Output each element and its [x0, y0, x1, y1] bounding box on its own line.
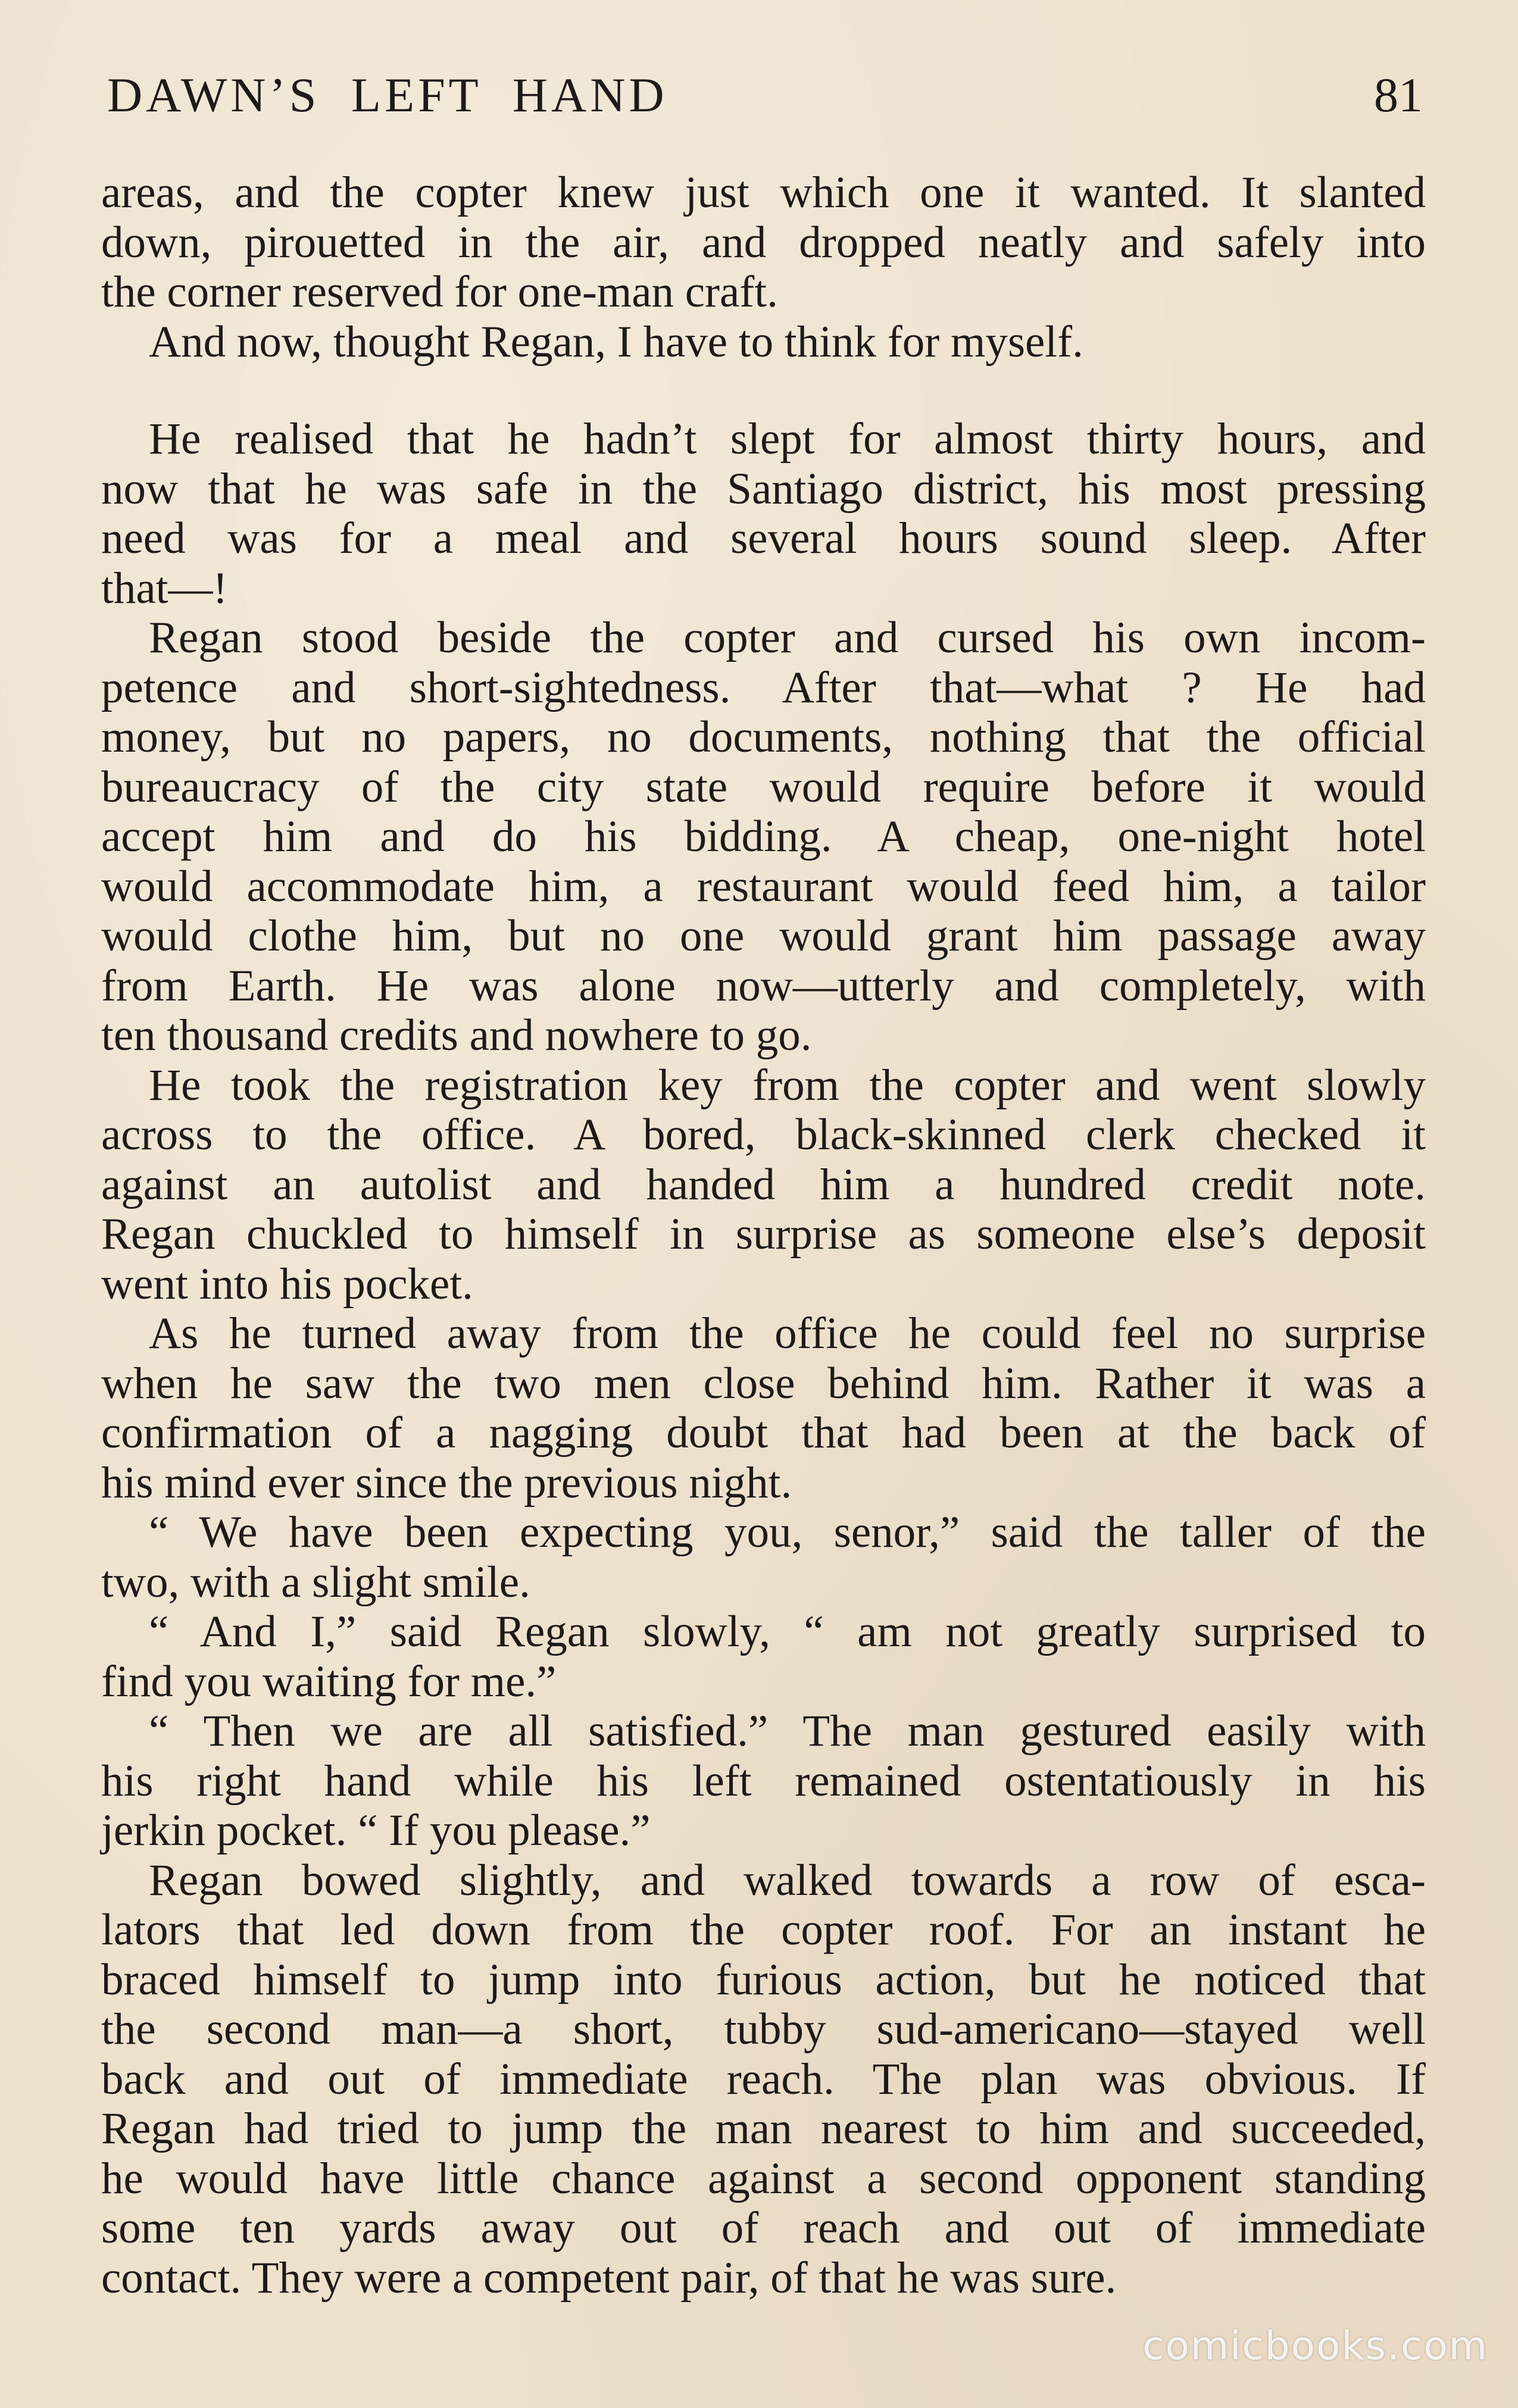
text-line: He realised that he hadn’t slept for almost thirty hours, and	[149, 414, 1426, 464]
text-line: would accommodate him, a restaurant would feed him, a tailor	[101, 861, 1426, 911]
body-text	[101, 168, 1426, 2303]
text-line: braced himself to jump into furious action, but he noticed that	[101, 1954, 1426, 2004]
text-line: confirmation of a nagging doubt that had been at the back of	[101, 1408, 1426, 1458]
text-line: back and out of immediate reach. The plan was obvious. If	[101, 2054, 1426, 2104]
text-line: ten thousand credits and nowhere to go.	[101, 1011, 812, 1060]
text-line: his mind ever since the previous night.	[101, 1458, 792, 1508]
text-line: contact. They were a competent pair, of that he was sure.	[101, 2253, 1117, 2303]
text-line: And now, thought Regan, I have to think for myself.	[149, 317, 1083, 367]
text-line: As he turned away from the office he could feel no surprise	[149, 1309, 1426, 1358]
text-line: two, with a slight smile.	[101, 1557, 530, 1607]
text-line: areas, and the copter knew just which one it wanted. It slanted	[101, 168, 1426, 217]
text-line: the second man—a short, tubby sud-americano—stayed well	[101, 2004, 1426, 2054]
text-line: Regan bowed slightly, and walked towards a row of esca-	[149, 1855, 1426, 1905]
text-line: went into his pocket.	[101, 1259, 473, 1309]
page-header	[107, 65, 1423, 125]
watermark: comicbooks.com	[1142, 2323, 1488, 2369]
text-line: Regan had tried to jump the man nearest to him and succeeded,	[101, 2104, 1426, 2153]
text-line: need was for a meal and several hours sound sleep. After	[101, 514, 1426, 563]
text-line: petence and short-sightedness. After that—what ? He had	[101, 662, 1426, 712]
text-line: “ We have been expecting you, senor,” said the taller of the	[149, 1508, 1426, 1557]
text-line: down, pirouetted in the air, and dropped neatly and safely into	[101, 217, 1426, 267]
text-line: money, but no papers, no documents, nothing that the official	[101, 712, 1426, 762]
text-line: jerkin pocket. “ If you please.”	[101, 1806, 651, 1855]
text-line: find you waiting for me.”	[101, 1656, 557, 1706]
text-line: his right hand while his left remained ostentatiously in his	[101, 1756, 1426, 1806]
text-line: “ And I,” said Regan slowly, “ am not greatly surprised to	[149, 1607, 1426, 1656]
text-line: He took the registration key from the copter and went slowly	[149, 1060, 1426, 1110]
text-line: now that he was safe in the Santiago district, his most pressing	[101, 464, 1426, 514]
text-line: from Earth. He was alone now—utterly and completely, with	[101, 961, 1426, 1011]
text-line: lators that led down from the copter roof. For an instant he	[101, 1905, 1426, 1954]
text-line: “ Then we are all satisfied.” The man gestured easily with	[149, 1706, 1426, 1756]
text-line: would clothe him, but no one would grant him passage away	[101, 911, 1426, 961]
text-line: Regan stood beside the copter and cursed his own incom-	[149, 613, 1426, 662]
text-line: when he saw the two men close behind him. Rather it was a	[101, 1358, 1426, 1408]
text-line: some ten yards away out of reach and out of immediate	[101, 2203, 1426, 2253]
text-line: across to the office. A bored, black-skinned clerk checked it	[101, 1110, 1426, 1159]
text-line: the corner reserved for one-man craft.	[101, 267, 778, 317]
text-line: that—!	[101, 563, 228, 613]
text-line: bureaucracy of the city state would require before it would	[101, 762, 1426, 812]
text-line: accept him and do his bidding. A cheap, one-night hotel	[101, 812, 1426, 861]
text-line: Regan chuckled to himself in surprise as someone else’s deposit	[101, 1209, 1426, 1259]
text-line: he would have little chance against a second opponent standing	[101, 2153, 1426, 2203]
page-number: 81	[1374, 68, 1423, 122]
text-line: against an autolist and handed him a hundred credit note.	[101, 1159, 1426, 1209]
running-title: DAWN’S LEFT HAND	[107, 68, 668, 122]
